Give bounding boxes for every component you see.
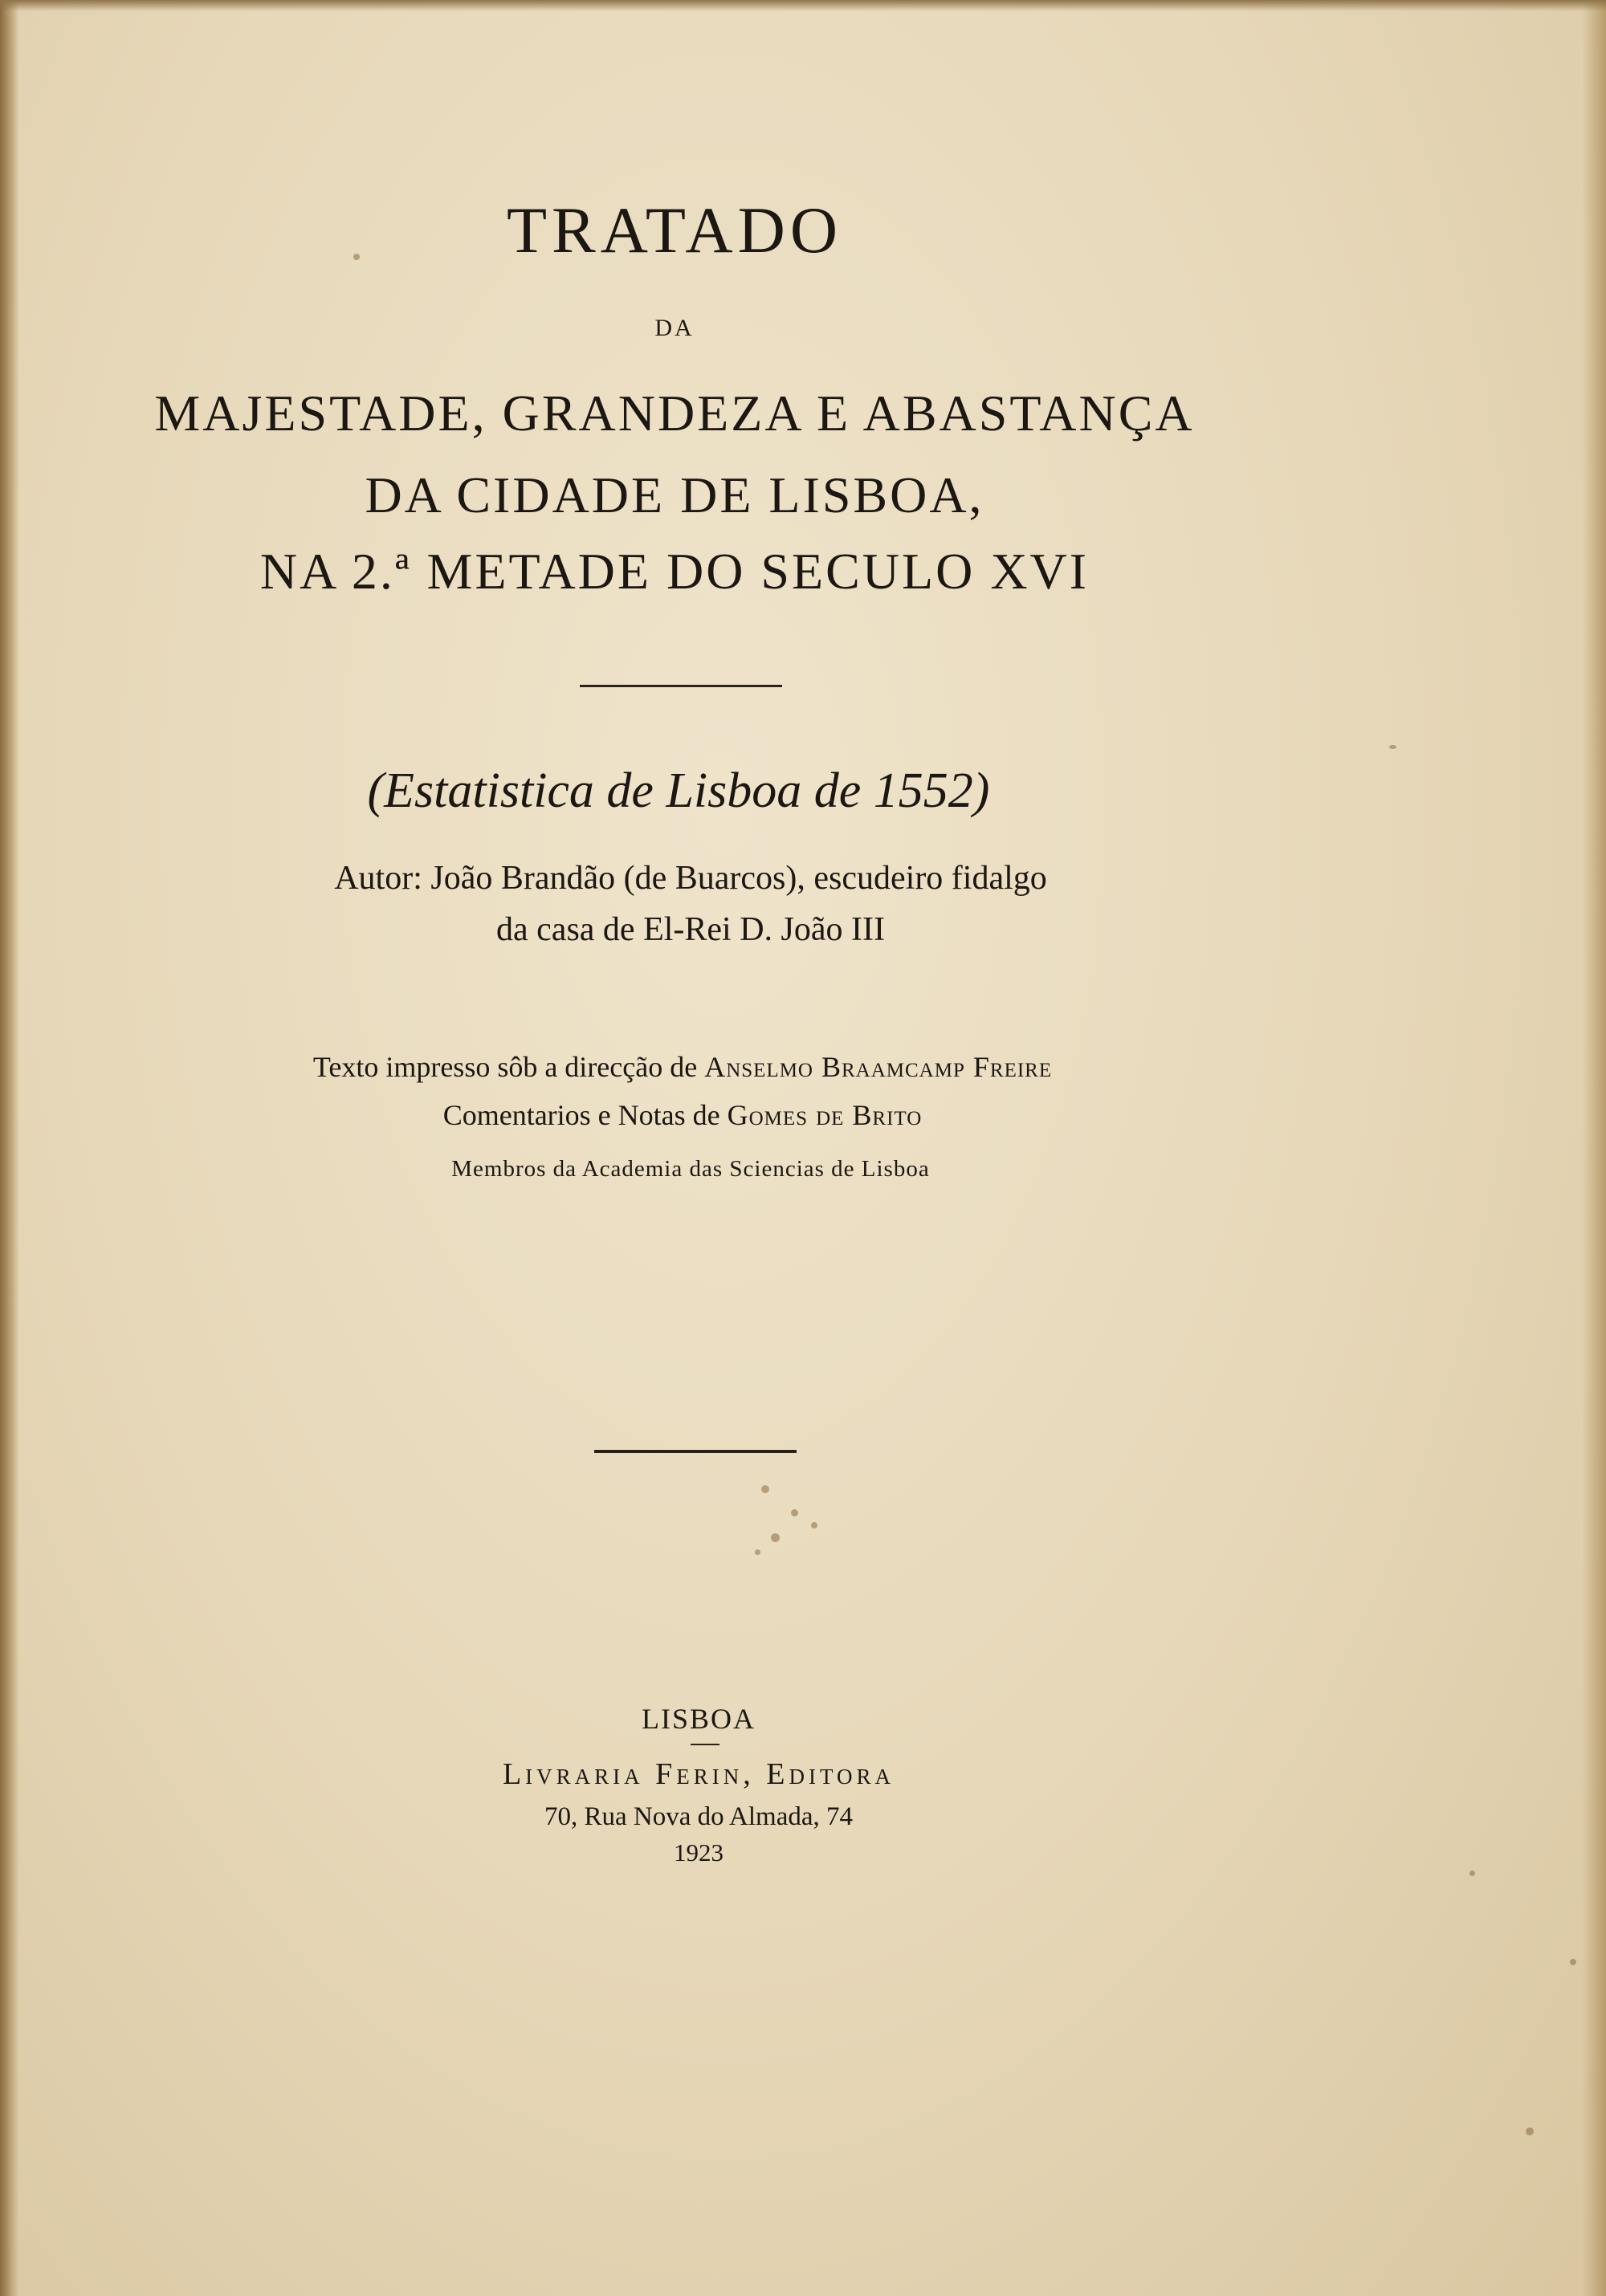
- editor-credit: [0, 1050, 1486, 1084]
- subtitle-line-2: DA CIDADE DE LISBOA,: [365, 466, 984, 523]
- foxing-spot: [1570, 1959, 1576, 1965]
- paper-speck: [1389, 745, 1396, 749]
- author-line-1: Autor: João Brandão (de Buarcos), escudeiro fidalgo: [334, 860, 1047, 897]
- editor-name: Anselmo Braamcamp Freire: [704, 1051, 1053, 1083]
- subtitle-line-1: MAJESTADE, GRANDEZA E ABASTANÇA: [154, 385, 1195, 442]
- subtitle-line-3: NA 2.ª METADE DO SECULO XVI: [259, 543, 1090, 600]
- author-line-2: da casa de El-Rei D. João III: [496, 911, 885, 948]
- book-title: TRATADO: [506, 193, 843, 267]
- notes-credit-prefix: Comentarios e Notas de: [442, 1099, 728, 1131]
- parenthetical-subtitle: (Estatistica de Lisboa de 1552): [367, 763, 990, 818]
- notes-author-name: Gomes de Brito: [727, 1099, 923, 1131]
- imprint-small-rule: [691, 1744, 719, 1745]
- editor-credit-prefix: Texto impresso sôb a direcção de: [312, 1051, 705, 1083]
- title-connector: DA: [654, 315, 695, 341]
- foxing-spot: [811, 1522, 817, 1529]
- foxing-spot: [791, 1509, 798, 1516]
- imprint-city: LISBOA: [641, 1703, 756, 1735]
- page-edge-top: [0, 0, 1606, 11]
- divider-rule-top: [580, 685, 782, 687]
- imprint-address: 70, Rua Nova do Almada, 74: [544, 1802, 854, 1831]
- foxing-spot: [755, 1549, 760, 1555]
- foxing-spot: [771, 1533, 780, 1542]
- notes-credit: [0, 1098, 1486, 1132]
- paper-speck: [353, 254, 360, 260]
- foxing-spot: [1526, 2127, 1534, 2135]
- foxing-spot: [761, 1485, 769, 1493]
- page-edge-right: [1582, 0, 1606, 2296]
- page-edge-left: [0, 0, 19, 2296]
- academy-members-line: Membros da Academia das Sciencias de Lisboa: [451, 1156, 930, 1182]
- imprint-year: 1923: [674, 1838, 724, 1867]
- imprint-publisher: Livraria Ferin, Editora: [502, 1757, 895, 1791]
- divider-rule-bottom: [594, 1450, 797, 1453]
- foxing-spot: [1469, 1871, 1475, 1876]
